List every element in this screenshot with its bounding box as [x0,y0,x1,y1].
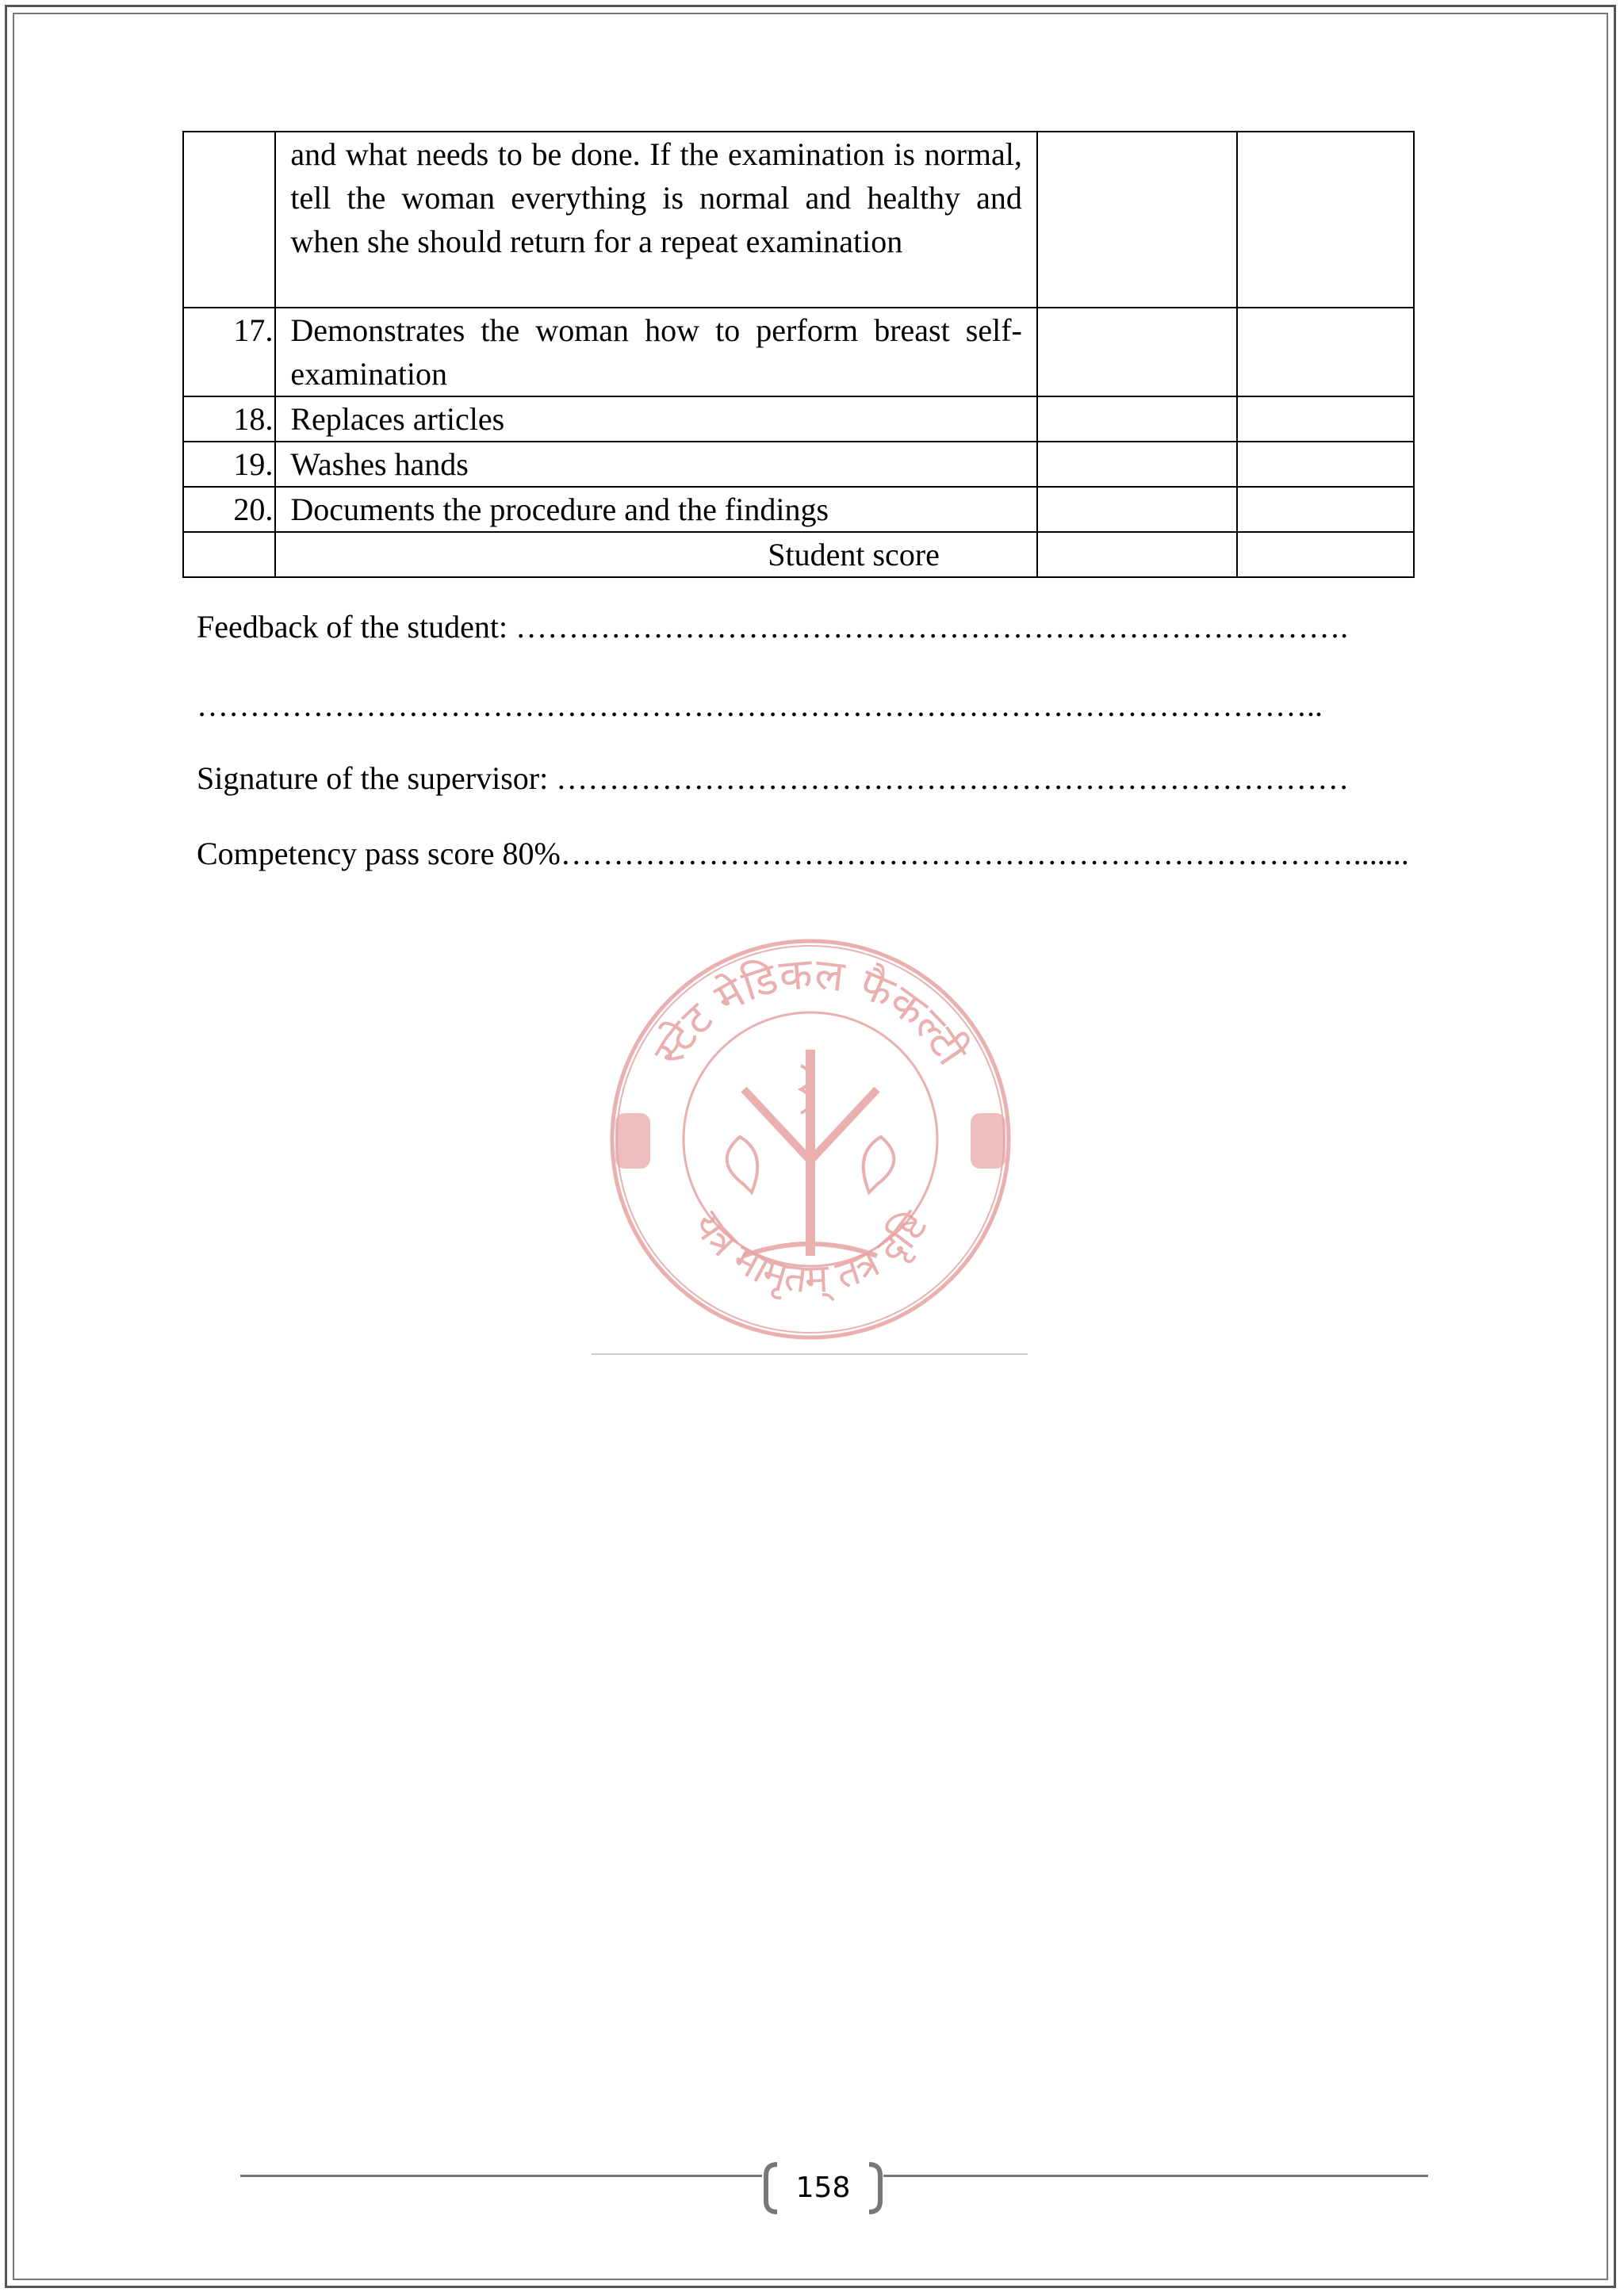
row-number [183,532,275,577]
remarks-cell [1237,396,1414,442]
feedback-line: Feedback of the student: ……………………………………………………………………. [197,609,1349,645]
row-number: 18. [183,396,275,442]
row-description: Washes hands [275,442,1037,487]
remarks-cell [1237,308,1414,396]
row-description: Demonstrates the woman how to perform breast self-examination [275,308,1037,396]
remarks-cell [1237,487,1414,532]
seal-baseline [592,1353,1028,1355]
table-row [183,487,1414,532]
seal-bottom-text: यत्र मामृतम् तत्र दृष्टि [684,1202,937,1303]
row-number: 17. [183,308,275,396]
page-number: 158 [795,2172,851,2204]
row-number: 19. [183,442,275,487]
row-description: and what needs to be done. If the examination is normal, tell the woman everything is normal and healthy and when she should return for a repeat examination [275,132,1037,308]
student-score-cell [1037,532,1237,577]
score-cell [1037,132,1237,308]
score-cell [1037,442,1237,487]
row-number [183,132,275,308]
student-score-row [183,532,1414,577]
score-cell [1037,487,1237,532]
remarks-cell [1237,132,1414,308]
procedure-checklist-table [182,131,1415,578]
score-cell [1037,396,1237,442]
supervisor-signature-line: Signature of the supervisor: ………………………………………………………………… [197,760,1350,796]
footer-rule-right [883,2175,1428,2177]
remarks-cell [1237,442,1414,487]
student-score-label: Student score [275,532,1037,577]
row-description: Documents the procedure and the findings [275,487,1037,532]
feedback-continuation-line: …………………………………………………………………………………………….. [197,687,1323,723]
state-medical-faculty-seal-watermark [593,923,1028,1356]
row-number: 20. [183,487,275,532]
footer-rule-left [240,2175,762,2177]
seal-top-text: स्टेट मेडिकल फैकल्टी [643,948,978,1074]
table-row [183,442,1414,487]
score-cell [1037,308,1237,396]
table-row [183,308,1414,396]
row-description: Replaces articles [275,396,1037,442]
remarks-cell [1237,532,1414,577]
table-row [183,132,1414,308]
table-row [183,396,1414,442]
pass-score-line: Competency pass score 80%…………………………………………………………………....... [197,836,1409,871]
